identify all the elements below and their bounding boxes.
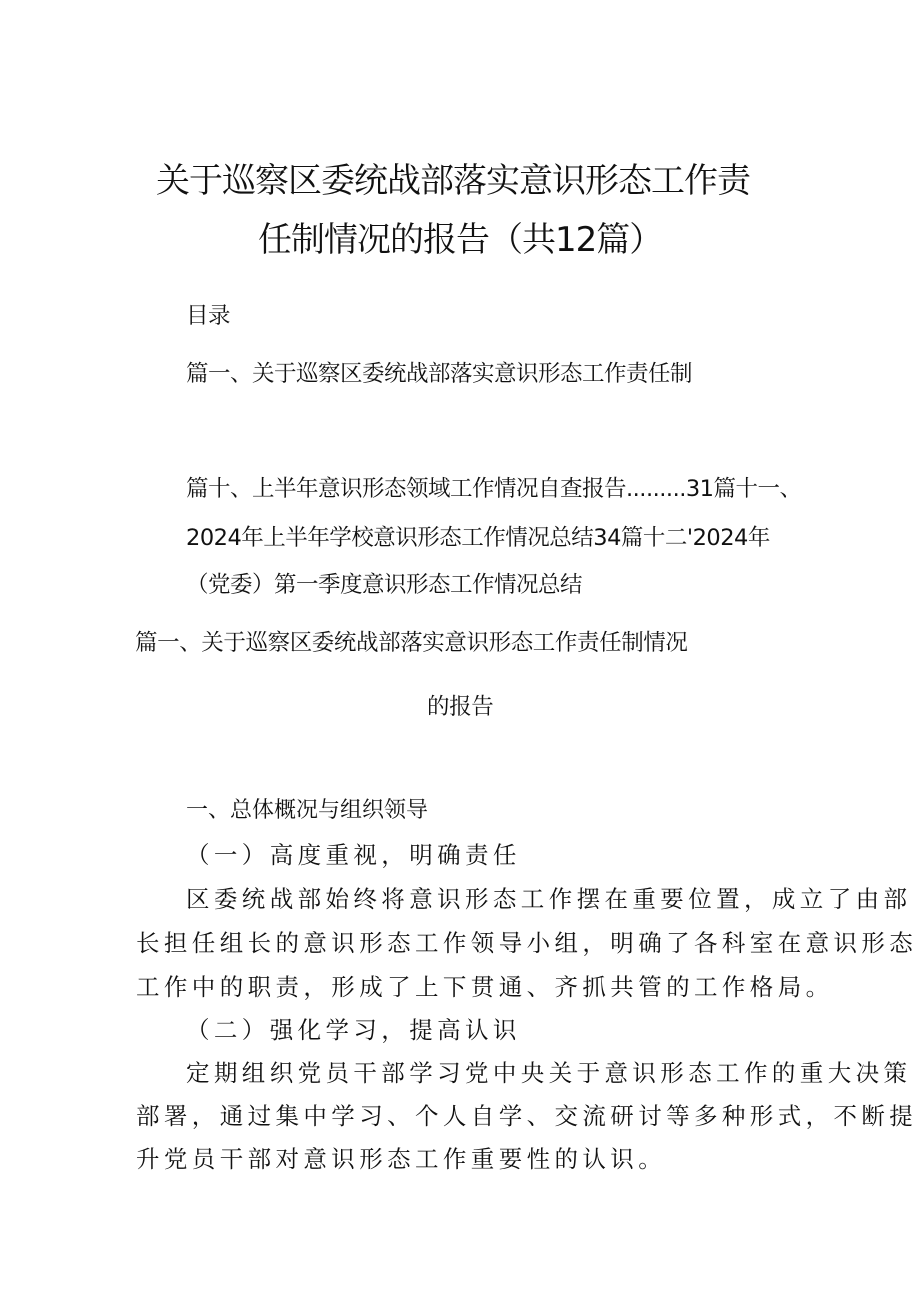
toc-line-c[interactable]: （党委）第一季度意识形态工作情况总结 <box>186 572 583 598</box>
toc-item-1[interactable]: 篇一、关于巡察区委统战部落实意识形态工作责任制 <box>186 361 693 387</box>
article-title-line-1: 篇一、关于巡察区委统战部落实意识形态工作责任制情况 <box>135 630 688 656</box>
toc-heading: 目录 <box>186 303 231 329</box>
paragraph-2-line-1: 定期组织党员干部学习党中央关于意识形态工作的重大决策 <box>186 1059 912 1087</box>
subsection-heading-1: （一）高度重视，明确责任 <box>186 841 521 869</box>
paragraph-2-line-3: 升党员干部对意识形态工作重要性的认识。 <box>136 1145 667 1173</box>
paragraph-1-line-3: 工作中的职责，形成了上下贯通、齐抓共管的工作格局。 <box>136 973 834 1001</box>
paragraph-1-line-2: 长担任组长的意识形态工作领导小组，明确了各科室在意识形态 <box>136 929 918 957</box>
section-heading-1: 一、总体概况与组织领导 <box>186 798 429 823</box>
article-title-line-2: 的报告 <box>427 694 494 720</box>
document-title-line-1: 关于巡察区委统战部落实意识形态工作责 <box>156 161 750 201</box>
paragraph-2-line-2: 部署，通过集中学习、个人自学、交流研讨等多种形式，不断提 <box>136 1102 918 1130</box>
document-title-line-2: 任制情况的报告（共12篇） <box>258 220 663 260</box>
subsection-heading-2: （二）强化学习，提高认识 <box>186 1016 521 1044</box>
paragraph-1-line-1: 区委统战部始终将意识形态工作摆在重要位置，成立了由部 <box>186 885 912 913</box>
toc-line-a[interactable]: 篇十、上半年意识形态领域工作情况自查报告.........31篇十一、 <box>186 476 802 502</box>
toc-line-b[interactable]: 2024年上半年学校意识形态工作情况总结34篇十二'2024年 <box>186 525 770 551</box>
